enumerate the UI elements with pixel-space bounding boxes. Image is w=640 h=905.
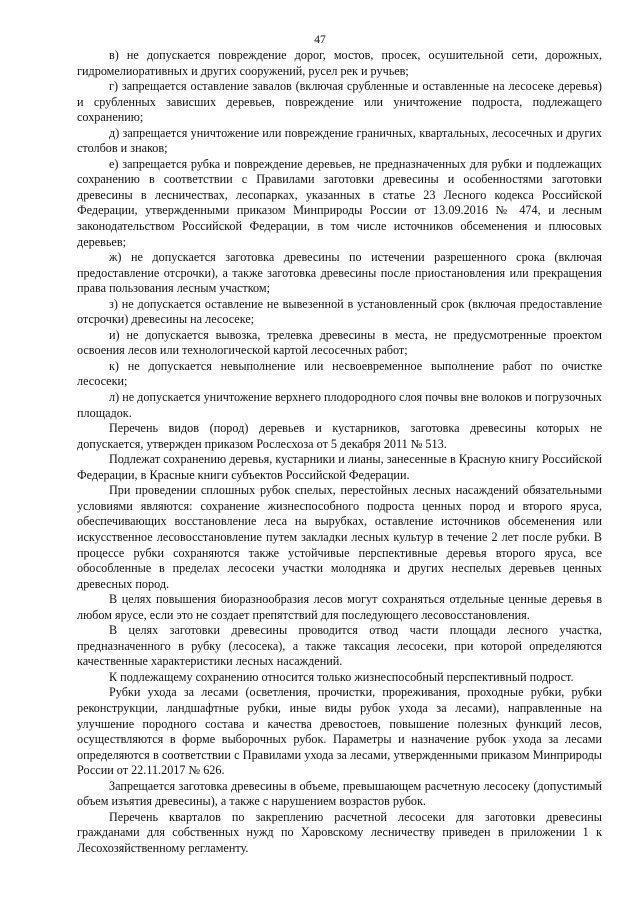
paragraph-item-z: з) не допускается оставление не вывезенной в установленный срок (включая предоставление отсрочки) древесины на лесосеке; [77, 296, 602, 327]
paragraph-undergrowth: К подлежащему сохранению относится только жизнеспособный перспективный подрост. [109, 669, 574, 684]
document-body [77, 48, 602, 856]
paragraph-item-i: и) не допускается вывозка, трелевка древесины в места, не предусмотренные проектом освоения лесов или технологической картой лесосечных работ; [77, 327, 602, 358]
paragraph-item-g: г) запрещается оставление завалов (включая срубленные и оставленные на лесосеке деревья) и срубленных зависших деревьев, повреждение или уничтожение подроста, подлежащего сохранению; [77, 79, 602, 125]
paragraph-cutting-area-allotment: В целях заготовки древесины проводится отвод части площади лесного участка, предназначенного в рубку (лесосека), а также таксация лесосеки, при которой определяются качественные характеристики лесных насаждений. [77, 623, 602, 669]
paragraph-item-l: л) не допускается уничтожение верхнего плодородного слоя почвы вне волоков и погрузочных площадок. [77, 390, 602, 420]
paragraph-clear-cutting: При проведении сплошных рубок спелых, перестойных лесных насаждений обязательными условиями являются: сохранение жизнеспособного подроста ценных пород и второго яруса, обеспечивающих восстановление леса на вырубках, оставление источников обсеменения или искусственное лесовосстановление путем закладки лесных культур в течение 2 лет после рубки. В процессе рубки сохраняются также устойчивые перспективные деревья второго яруса, все обособленные в пределах лесосеки участки молодняка и других неспелых деревьев ценных древесных пород. [77, 483, 602, 591]
paragraph-quarters-list: Перечень кварталов по закреплению расчетной лесосеки для заготовки древесины гражданами для собственных нужд по Харовскому лесничеству приведен в приложении 1 к Лесохозяйственному регламенту. [77, 809, 602, 855]
paragraph-item-v: в) не допускается повреждение дорог, мостов, просек, осушительной сети, дорожных, гидромелиоративных и других сооружений, русел рек и ручьев; [77, 48, 602, 78]
paragraph-item-d: д) запрещается уничтожение или повреждение граничных, квартальных, лесосечных и других столбов и знаков; [77, 125, 602, 156]
paragraph-thinning: Рубки ухода за лесами (осветления, прочистки, прореживания, проходные рубки, рубки реконструкции, ландшафтные рубки, иные виды рубок ухода за лесами), направленные на улучшение породного состава и качества древостоев, повышение полезных функций лесов, осуществляются в форме выборочных рубок. Параметры и назначение рубок ухода за лесами определяются в соответствии с Правилами ухода за лесами, утвержденными приказом Минприроды России от 22.11.2017 № 626. [77, 685, 602, 778]
paragraph-biodiversity: В целях повышения биоразнообразия лесов могут сохраняться отдельные ценные деревья в любом ярусе, если это не создает препятствий для последующего лесовосстановления. [77, 592, 602, 622]
paragraph-volume-limit: Запрещается заготовка древесины в объеме, превышающем расчетную лесосеку (допустимый объем изъятия древесины), а также с нарушением возрастов рубок. [77, 778, 602, 809]
paragraph-item-zh: ж) не допускается заготовка древесины по истечении разрешенного срока (включая предоставление отсрочки), а также заготовка древесины после приостановления или прекращения права пользования лесным участком; [77, 250, 602, 296]
paragraph-item-e: е) запрещается рубка и повреждение деревьев, не предназначенных для рубки и подлежащих сохранению в соответствии с Правилами заготовки древесины и особенностями заготовки древесины в лесничествах, лесопарках, указанных в статье 23 Лесного кодекса Российской Федерации, утвержденными приказом Минприроды России от 13.09.2016 № 474, и лесным законодательством Российской Федерации, в том числе источников обсеменения и плюсовых деревьев; [77, 156, 602, 249]
paragraph-red-book: Подлежат сохранению деревья, кустарники и лианы, занесенные в Красную книгу Российской Федерации, в Красные книги субъектов Российской Федерации. [77, 452, 602, 482]
paragraph-item-k: к) не допускается невыполнение или несвоевременное выполнение работ по очистке лесосеки; [77, 358, 602, 389]
paragraph-prohibited-species: Перечень видов (пород) деревьев и кустарников, заготовка древесины которых не допускается, утвержден приказом Рослесхоза от 5 декабря 2011 № 513. [77, 421, 602, 451]
page-number: 47 [314, 34, 326, 46]
